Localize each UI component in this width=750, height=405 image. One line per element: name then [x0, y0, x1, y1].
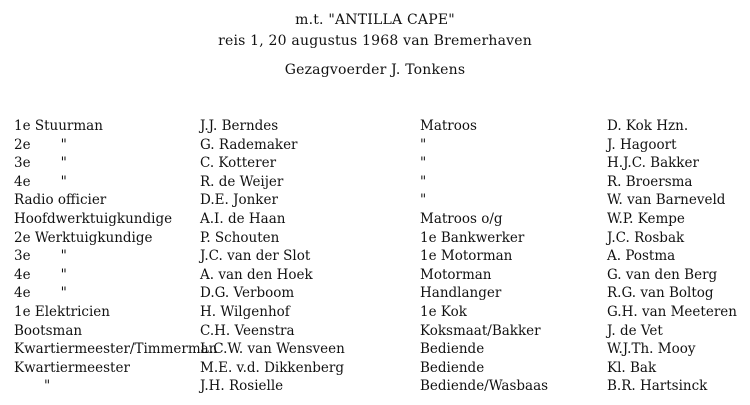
crew-name-right: H.J.C. Bakker	[607, 155, 699, 172]
crew-role-left: Bootsman	[14, 322, 83, 339]
crew-name-right: D. Kok Hzn.	[607, 118, 689, 134]
crew-name-left: C.H. Veenstra	[200, 322, 295, 339]
crew-role-left: Hoofdwerktuigkundige	[14, 211, 173, 227]
crew-role-right: Koksmaat/Bakker	[420, 322, 541, 339]
crew-name-right: R. Broersma	[607, 173, 693, 190]
crew-role-left: 2e "	[14, 136, 67, 153]
crew-role-right: Matroos o/g	[420, 211, 503, 227]
crew-role-left: 1e Elektricien	[14, 304, 110, 320]
crew-name-left: A.I. de Haan	[200, 211, 286, 227]
crew-name-right: W.P. Kempe	[607, 211, 685, 227]
crew-name-right: J. de Vet	[607, 322, 663, 339]
crew-role-right: "	[420, 136, 427, 153]
crew-name-right: G. van den Berg	[607, 266, 718, 283]
crew-role-left: "	[14, 378, 51, 395]
crew-name-right: Kl. Bak	[607, 359, 657, 376]
crew-name-right: R.G. van Boltog	[607, 285, 714, 302]
crew-role-right: "	[420, 192, 427, 209]
crew-role-left: 4e "	[14, 173, 67, 190]
crew-role-right: Bediende	[420, 359, 485, 376]
crew-name-right: A. Postma	[607, 248, 676, 265]
voyage-heading: reis 1, 20 augustus 1968 van Bremerhaven	[218, 33, 532, 49]
crew-role-right: "	[420, 173, 427, 190]
crew-name-right: G.H. van Meeteren	[607, 304, 737, 320]
crew-name-left: A. van den Hoek	[200, 266, 313, 283]
crew-role-right: 1e Motorman	[420, 248, 513, 265]
crew-name-left: G. Rademaker	[200, 136, 298, 153]
crew-role-left: Kwartiermeester/Timmerman	[14, 341, 218, 358]
crew-name-left: L.C.W. van Wensveen	[200, 341, 345, 358]
crew-role-right: Matroos	[420, 118, 477, 134]
crew-role-right: Handlanger	[420, 285, 502, 302]
crew-name-left: P. Schouten	[200, 229, 280, 246]
crew-role-right: "	[420, 155, 427, 172]
crew-role-left: 3e "	[14, 155, 67, 172]
crew-name-left: J.J. Berndes	[200, 118, 279, 134]
crew-role-right: Bediende	[420, 341, 485, 358]
crew-name-left: J.H. Rosielle	[200, 378, 284, 395]
crew-role-right: 1e Bankwerker	[420, 229, 525, 246]
crew-role-left: 4e "	[14, 285, 67, 302]
crew-role-left: Kwartiermeester	[14, 359, 130, 376]
crew-role-left: 3e "	[14, 248, 67, 265]
crew-role-right: Motorman	[420, 266, 492, 283]
crew-name-right: J.C. Rosbak	[607, 229, 685, 246]
captain-heading: Gezagvoerder J. Tonkens	[284, 62, 466, 78]
crew-name-right: J. Hagoort	[607, 136, 677, 153]
crew-name-left: R. de Weijer	[200, 173, 284, 190]
crew-name-left: C. Kotterer	[200, 155, 277, 172]
crew-role-left: 2e Werktuigkundige	[14, 229, 153, 246]
crew-name-left: J.C. van der Slot	[200, 248, 311, 265]
crew-name-left: M.E. v.d. Dikkenberg	[200, 359, 345, 376]
crew-role-right: Bediende/Wasbaas	[420, 378, 549, 395]
crew-role-left: 4e "	[14, 266, 67, 283]
crew-name-left: D.E. Jonker	[200, 192, 278, 209]
crew-role-right: 1e Kok	[420, 304, 467, 320]
ship-name-heading: m.t. "ANTILLA CAPE"	[295, 12, 455, 28]
crew-name-left: D.G. Verboom	[200, 285, 295, 302]
crew-name-right: B.R. Hartsinck	[607, 378, 708, 395]
crew-name-left: H. Wilgenhof	[200, 304, 290, 320]
crew-name-right: W.J.Th. Mooy	[607, 341, 696, 358]
crew-role-left: Radio officier	[14, 192, 107, 209]
crew-role-left: 1e Stuurman	[14, 118, 103, 134]
crew-name-right: W. van Barneveld	[607, 192, 726, 209]
